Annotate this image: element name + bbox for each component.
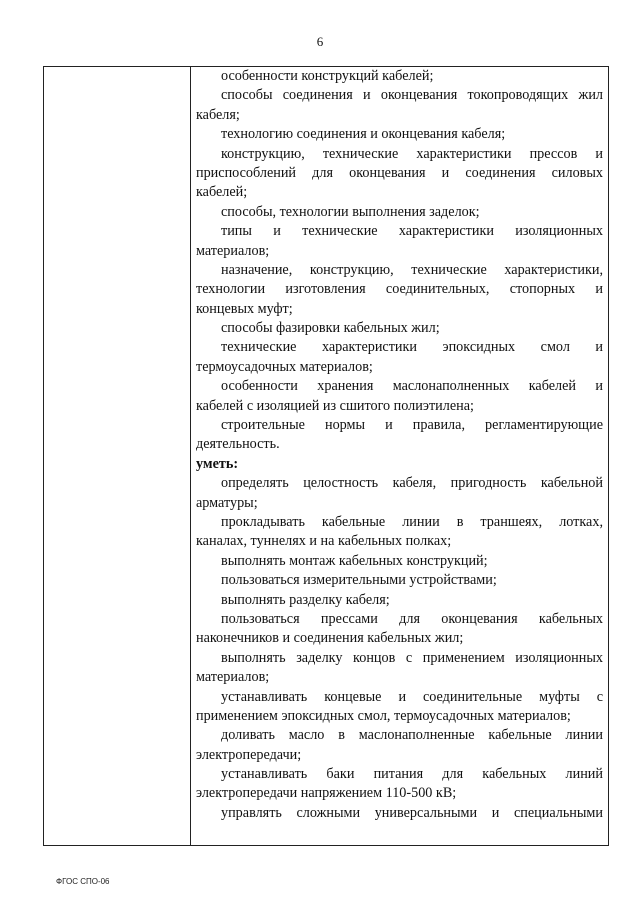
content-table xyxy=(43,66,609,846)
text-line: доливать масло в маслонаполненные кабельные линии xyxy=(221,727,603,744)
text-line: технологии изготовления соединительных, стопорных и xyxy=(196,281,603,298)
text-line: кабелей; xyxy=(196,184,248,201)
page-number: 6 xyxy=(316,34,324,49)
text-line: типы и технические характеристики изоляционных xyxy=(221,223,603,240)
text-line: выполнять монтаж кабельных конструкций; xyxy=(221,552,488,569)
text-line: применением эпоксидных смол, термоусадочных материалов; xyxy=(196,707,571,724)
text-line: конструкцию, технические характеристики прессов и xyxy=(221,145,603,162)
text-line: определять целостность кабеля, пригодность кабельной xyxy=(221,475,603,492)
text-line: кабелей с изоляцией из сшитого полиэтилена; xyxy=(196,397,474,414)
text-line: материалов; xyxy=(196,242,270,259)
text-line: способы соединения и оконцевания токопроводящих жил xyxy=(221,87,603,104)
text-line: приспособлений для оконцевания и соединения силовых xyxy=(196,164,603,181)
text-line: концевых муфт; xyxy=(196,300,293,317)
text-line: материалов; xyxy=(196,669,270,686)
text-line: устанавливать концевые и соединительные муфты с xyxy=(221,688,603,705)
text-line: пользоваться измерительными устройствами; xyxy=(221,572,497,589)
text-line: деятельность. xyxy=(196,436,280,453)
text-line: управлять сложными универсальными и специальными xyxy=(221,804,603,821)
text-line: кабеля; xyxy=(196,106,240,123)
table-right-column xyxy=(191,67,608,823)
text-line: особенности хранения маслонаполненных кабелей и xyxy=(221,378,603,395)
text-line: способы фазировки кабельных жил; xyxy=(221,320,440,337)
text-line: выполнять разделку кабеля; xyxy=(221,591,390,608)
text-line: пользоваться прессами для оконцевания кабельных xyxy=(221,610,603,627)
text-line: каналах, туннелях и на кабельных полках; xyxy=(196,533,452,550)
text-line: строительные нормы и правила, регламентирующие xyxy=(221,417,603,434)
text-line: арматуры; xyxy=(196,494,258,511)
text-line: наконечников и соединения кабельных жил; xyxy=(196,630,464,647)
text-line: назначение, конструкцию, технические характеристики, xyxy=(221,261,603,278)
text-line: прокладывать кабельные линии в траншеях, лотках, xyxy=(221,513,603,530)
text-line: технические характеристики эпоксидных смол и xyxy=(221,339,603,356)
text-line: устанавливать баки питания для кабельных линий xyxy=(221,766,603,783)
table-left-column xyxy=(44,67,191,845)
text-line: выполнять заделку концов с применением изоляционных xyxy=(221,649,603,666)
text-line: особенности конструкций кабелей; xyxy=(221,68,434,84)
text-line: термоусадочных материалов; xyxy=(196,358,373,375)
footer-code: ФГОС СПО-06 xyxy=(56,877,110,886)
text-line: электропередачи; xyxy=(196,746,302,763)
text-line: технологию соединения и оконцевания кабеля; xyxy=(221,126,506,143)
section-heading: уметь: xyxy=(196,455,239,472)
text-line: способы, технологии выполнения заделок; xyxy=(221,203,480,220)
text-line: электропередачи напряжением 110-500 кВ; xyxy=(196,785,457,802)
